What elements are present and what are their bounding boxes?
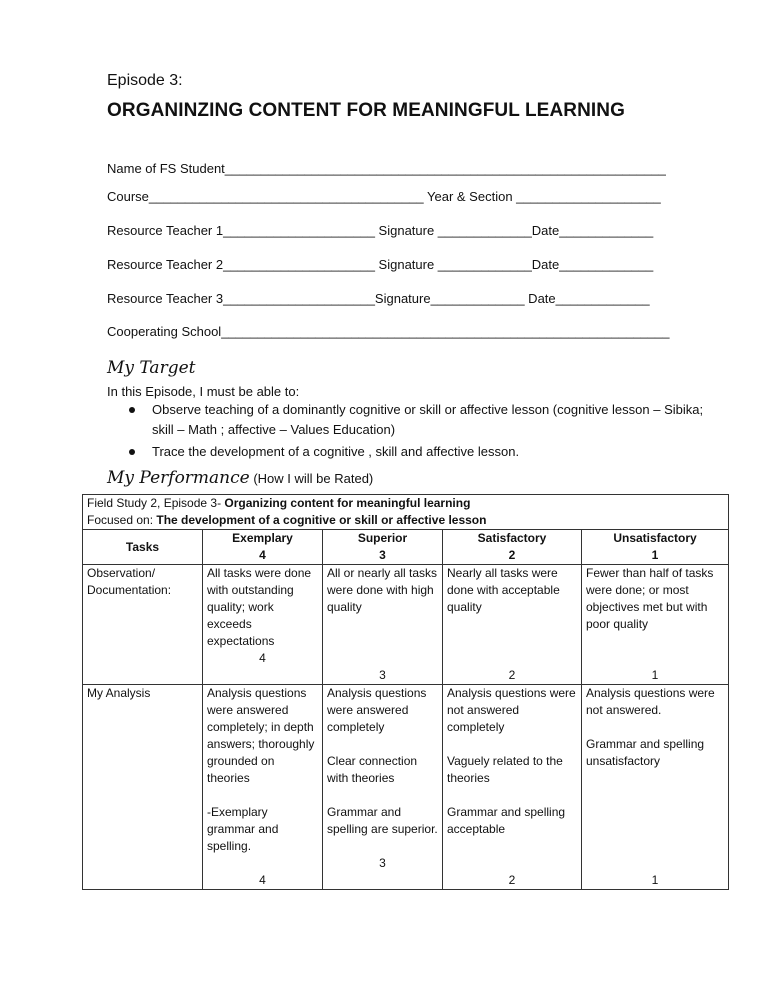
rubric-focus-prefix: Focused on:: [87, 513, 157, 527]
col-score: 3: [379, 548, 386, 562]
cell-text: Nearly all tasks were done with acceptable quality: [447, 566, 560, 614]
rubric-cell: [203, 565, 323, 685]
target-item-text: Trace the development of a cognitive , skill and affective lesson.: [152, 444, 520, 459]
rubric-cell: [582, 565, 729, 685]
rubric-cell: [582, 685, 729, 890]
cell-score: 2: [508, 873, 516, 887]
target-item: [128, 400, 718, 440]
cell-score: 1: [651, 668, 659, 682]
performance-heading-text: My Performance: [107, 468, 250, 488]
col-label: Unsatisfactory: [613, 531, 697, 545]
student-name-field[interactable]: Name of FS Student_____________________________________________________________: [107, 161, 666, 176]
rubric-cell: [443, 685, 582, 890]
performance-subheading: (How I will be Rated): [249, 471, 374, 486]
rubric-header-row: [83, 530, 729, 565]
col-header-exemplary: [203, 530, 323, 565]
target-intro: In this Episode, I must be able to:: [107, 384, 300, 399]
rubric-focus-bold: The development of a cognitive or skill or affective lesson: [156, 513, 487, 527]
cell-text: Vaguely related to the theories: [447, 754, 563, 785]
cell-text: All or nearly all tasks were done with high quality: [327, 566, 438, 614]
rubric-title-cell: [83, 495, 729, 530]
resource-teacher-3-field[interactable]: Resource Teacher 3_____________________Signature_____________ Date_____________: [107, 291, 650, 306]
cell-score: 4: [259, 873, 266, 887]
cell-text: Analysis questions were answered completely; in depth answers; thoroughly grounded on theories: [207, 686, 315, 785]
col-label: Superior: [357, 531, 408, 545]
target-list: [128, 400, 718, 464]
rubric-title-bold: Organizing content for meaningful learning: [224, 496, 471, 510]
col-header-unsatisfactory: [582, 530, 729, 565]
col-header-superior: [323, 530, 443, 565]
cell-text: Analysis questions were not answered completely: [447, 686, 576, 734]
course-section-field[interactable]: Course______________________________________ Year & Section ____________________: [107, 189, 661, 204]
cell-text: Analysis questions were answered completely: [327, 686, 427, 734]
target-item-text: Observe teaching of a dominantly cognitive or skill or affective lesson (cognitive lesson – Sibika; skill – Math ; affective – Values Education): [152, 402, 704, 437]
cell-text: Grammar and spelling are superior.: [327, 805, 438, 836]
episode-label: Episode 3:: [107, 72, 183, 89]
cell-text: Grammar and spelling acceptable: [447, 805, 566, 836]
rubric-cell: [323, 685, 443, 890]
rubric-title-row: [83, 495, 729, 530]
col-score: 2: [508, 548, 516, 562]
col-header-tasks: Tasks: [83, 530, 203, 565]
rubric-cell: [203, 685, 323, 890]
cell-text: Clear connection with theories: [327, 754, 418, 785]
cell-score: 1: [651, 873, 659, 887]
page-title: ORGANINZING CONTENT FOR MEANINGFUL LEARNING: [107, 100, 625, 121]
rubric-focus-line: [87, 512, 724, 529]
rubric-cell: [323, 565, 443, 685]
cell-score: 2: [508, 668, 516, 682]
performance-heading: [107, 468, 373, 488]
col-score: 4: [259, 548, 266, 562]
col-score: 1: [651, 548, 659, 562]
task-cell: Observation/ Documentation:: [83, 565, 203, 685]
resource-teacher-1-field[interactable]: Resource Teacher 1_____________________ Signature _____________Date_____________: [107, 223, 654, 238]
cell-text: Fewer than half of tasks were done; or most objectives met but with poor quality: [586, 566, 714, 631]
col-label: Satisfactory: [477, 531, 547, 545]
rubric-cell: [443, 565, 582, 685]
resource-teacher-2-field[interactable]: Resource Teacher 2_____________________ Signature _____________Date_____________: [107, 257, 654, 272]
table-row: [83, 565, 729, 685]
target-heading: My Target: [107, 358, 196, 378]
cell-text: All tasks were done with outstanding quality; work exceeds expectations: [207, 566, 312, 648]
rubric-table: [82, 494, 729, 890]
col-label: Exemplary: [232, 531, 293, 545]
cell-text: Analysis questions were not answered.: [586, 686, 715, 717]
cell-score: 4: [259, 651, 266, 665]
rubric-title-line: [87, 495, 724, 512]
cell-text: -Exemplary grammar and spelling.: [207, 805, 279, 853]
target-item: [128, 442, 718, 462]
cell-score: 3: [379, 668, 386, 682]
task-cell: My Analysis: [83, 685, 203, 890]
bullet-icon: [129, 449, 135, 455]
cell-score: 3: [379, 856, 386, 870]
rubric-title-prefix: Field Study 2, Episode 3-: [87, 496, 225, 510]
cell-text: Grammar and spelling unsatisfactory: [586, 737, 705, 768]
col-header-satisfactory: [443, 530, 582, 565]
cooperating-school-field[interactable]: Cooperating School______________________________________________________________: [107, 324, 670, 339]
table-row: [83, 685, 729, 890]
bullet-icon: [129, 407, 135, 413]
